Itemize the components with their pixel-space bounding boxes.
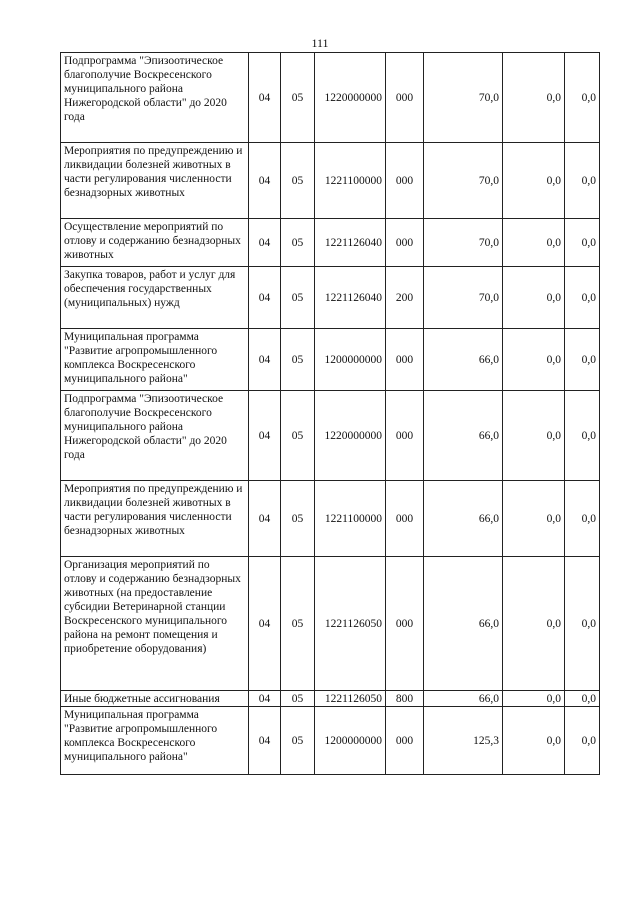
- expense-type-code: 000: [386, 391, 424, 481]
- subsection-code: 05: [281, 707, 315, 775]
- target-code: 1221126040: [315, 219, 386, 267]
- amount-3: 0,0: [565, 481, 600, 557]
- section-code: 04: [249, 143, 281, 219]
- amount-2: 0,0: [503, 557, 565, 691]
- amount-1: 70,0: [424, 53, 503, 143]
- target-code: 1200000000: [315, 707, 386, 775]
- subsection-code: 05: [281, 691, 315, 707]
- amount-3: 0,0: [565, 691, 600, 707]
- table-row: [61, 691, 600, 707]
- amount-3: 0,0: [565, 557, 600, 691]
- amount-3: 0,0: [565, 391, 600, 481]
- section-code: 04: [249, 219, 281, 267]
- subsection-code: 05: [281, 267, 315, 329]
- subsection-code: 05: [281, 329, 315, 391]
- target-code: 1200000000: [315, 329, 386, 391]
- amount-2: 0,0: [503, 143, 565, 219]
- subsection-code: 05: [281, 53, 315, 143]
- amount-3: 0,0: [565, 53, 600, 143]
- expense-type-code: 000: [386, 53, 424, 143]
- amount-1: 66,0: [424, 691, 503, 707]
- expense-type-code: 800: [386, 691, 424, 707]
- row-name: Подпрограмма "Эпизоотическое благополучие Воскресенского муниципального района Нижегородской области" до 2020 года: [61, 53, 249, 143]
- amount-2: 0,0: [503, 267, 565, 329]
- row-name: Муниципальная программа "Развитие агропромышленного комплекса Воскресенского муниципального района": [61, 329, 249, 391]
- expense-type-code: 000: [386, 481, 424, 557]
- table-row: [61, 143, 600, 219]
- table-row: [61, 219, 600, 267]
- table-row: [61, 481, 600, 557]
- expense-type-code: 200: [386, 267, 424, 329]
- amount-1: 70,0: [424, 143, 503, 219]
- section-code: 04: [249, 707, 281, 775]
- section-code: 04: [249, 557, 281, 691]
- amount-2: 0,0: [503, 481, 565, 557]
- page-number: 111: [311, 36, 329, 50]
- subsection-code: 05: [281, 481, 315, 557]
- amount-2: 0,0: [503, 391, 565, 481]
- row-name: Закупка товаров, работ и услуг для обеспечения государственных (муниципальных) нужд: [61, 267, 249, 329]
- amount-2: 0,0: [503, 707, 565, 775]
- table-row: [61, 391, 600, 481]
- table-row: [61, 53, 600, 143]
- table-row: [61, 267, 600, 329]
- subsection-code: 05: [281, 391, 315, 481]
- amount-1: 125,3: [424, 707, 503, 775]
- target-code: 1220000000: [315, 53, 386, 143]
- section-code: 04: [249, 481, 281, 557]
- table-row: [61, 329, 600, 391]
- amount-2: 0,0: [503, 329, 565, 391]
- amount-3: 0,0: [565, 219, 600, 267]
- amount-3: 0,0: [565, 707, 600, 775]
- amount-3: 0,0: [565, 143, 600, 219]
- section-code: 04: [249, 329, 281, 391]
- row-name: Иные бюджетные ассигнования: [61, 691, 249, 707]
- expense-type-code: 000: [386, 219, 424, 267]
- section-code: 04: [249, 53, 281, 143]
- section-code: 04: [249, 391, 281, 481]
- row-name: Мероприятия по предупреждению и ликвидации болезней животных в части регулирования численности безнадзорных животных: [61, 143, 249, 219]
- amount-1: 66,0: [424, 481, 503, 557]
- target-code: 1221100000: [315, 143, 386, 219]
- table-row: [61, 707, 600, 775]
- section-code: 04: [249, 691, 281, 707]
- row-name: Мероприятия по предупреждению и ликвидации болезней животных в части регулирования численности безнадзорных животных: [61, 481, 249, 557]
- expense-type-code: 000: [386, 557, 424, 691]
- amount-3: 0,0: [565, 329, 600, 391]
- row-name: Подпрограмма "Эпизоотическое благополучие Воскресенского муниципального района Нижегородской области" до 2020 года: [61, 391, 249, 481]
- section-code: 04: [249, 267, 281, 329]
- amount-1: 66,0: [424, 329, 503, 391]
- target-code: 1221126050: [315, 557, 386, 691]
- expense-type-code: 000: [386, 329, 424, 391]
- amount-1: 66,0: [424, 391, 503, 481]
- target-code: 1221126040: [315, 267, 386, 329]
- target-code: 1221100000: [315, 481, 386, 557]
- subsection-code: 05: [281, 143, 315, 219]
- expense-type-code: 000: [386, 707, 424, 775]
- amount-1: 70,0: [424, 267, 503, 329]
- subsection-code: 05: [281, 219, 315, 267]
- amount-3: 0,0: [565, 267, 600, 329]
- amount-2: 0,0: [503, 53, 565, 143]
- amount-1: 70,0: [424, 219, 503, 267]
- amount-2: 0,0: [503, 691, 565, 707]
- target-code: 1221126050: [315, 691, 386, 707]
- row-name: Осуществление мероприятий по отлову и содержанию безнадзорных животных: [61, 219, 249, 267]
- amount-1: 66,0: [424, 557, 503, 691]
- subsection-code: 05: [281, 557, 315, 691]
- table-row: [61, 557, 600, 691]
- row-name: Организация мероприятий по отлову и содержанию безнадзорных животных (на предоставление субсидии Ветеринарной станции Воскресенского муниципального района на ремонт помещения и приобретение оборудования): [61, 557, 249, 691]
- expense-type-code: 000: [386, 143, 424, 219]
- target-code: 1220000000: [315, 391, 386, 481]
- amount-2: 0,0: [503, 219, 565, 267]
- budget-table: [60, 52, 600, 775]
- row-name: Муниципальная программа "Развитие агропромышленного комплекса Воскресенского муниципального района": [61, 707, 249, 775]
